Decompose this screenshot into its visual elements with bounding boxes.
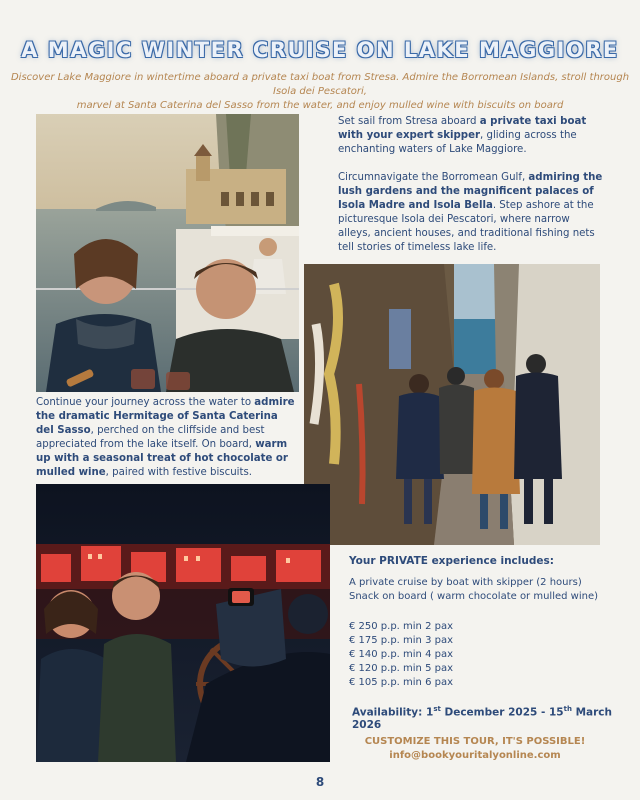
- price-item: € 120 p.p. min 5 pax: [349, 663, 454, 674]
- price-item: € 250 p.p. min 2 pax: [349, 621, 454, 632]
- availability-sup-1: st: [433, 705, 441, 713]
- subtitle-line-2: marvel at Santa Caterina del Sasso from the water, and enjoy mulled wine with biscuits on board: [76, 100, 564, 111]
- para2-text: Circumnavigate the Borromean Gulf,: [338, 172, 529, 183]
- customize-cta: [340, 736, 610, 761]
- para1-text: Set sail from Stresa aboard: [338, 116, 480, 127]
- availability-label: Availability: 1: [352, 706, 434, 719]
- photo-night-cruise: [36, 484, 330, 762]
- includes-list: [349, 576, 598, 604]
- email-link[interactable]: info@bookyouritalyonline.com: [389, 750, 561, 761]
- para3-text-mid: , perched on the cliffside and best appreciated from the lake itself. On board,: [36, 425, 265, 450]
- para2-bold: admiring the lush gardens and the magnificent palaces of Isola Madre and Isola Bella: [338, 172, 603, 211]
- para3-bold: admire the dramatic Hermitage of Santa Caterina del Sasso: [36, 397, 295, 436]
- page-number: 8: [315, 775, 325, 789]
- para2-text-end: . Step ashore at the picturesque Isola dei Pescatori, where narrow alleys, ancient houses, and traditional fishing nets tell stories of timeless lake life.: [338, 200, 595, 253]
- para1-bold: a private taxi boat with your expert skipper: [338, 116, 587, 141]
- photo-couple-on-boat: [36, 114, 299, 392]
- includes-heading: Your PRIVATE experience includes:: [349, 555, 554, 567]
- para3-bold-2: warm up with a seasonal treat of hot chocolate or mulled wine: [36, 439, 288, 478]
- availability: [352, 705, 640, 731]
- para3-text-end: , paired with festive biscuits.: [105, 467, 253, 478]
- subtitle-line-1: Discover Lake Maggiore in wintertime aboard a private taxi boat from Stresa. Admire the Borromean Islands, stroll through Isola dei Pescatori,: [10, 72, 630, 97]
- page-title: A MAGIC WINTER CRUISE ON LAKE MAGGIORE: [21, 38, 619, 62]
- include-item: Snack on board ( warm chocolate or mulled wine): [349, 591, 599, 602]
- para1-text-end: , gliding across the enchanting waters of Lake Maggiore.: [338, 130, 577, 155]
- price-item: € 105 p.p. min 6 pax: [349, 677, 454, 688]
- availability-mid: December 2025 - 15: [440, 706, 564, 719]
- availability-sup-2: th: [563, 705, 572, 713]
- price-item: € 140 p.p. min 4 pax: [349, 649, 454, 660]
- include-item: A private cruise by boat with skipper (2 hours): [349, 577, 582, 588]
- availability-end: March 2026: [352, 706, 613, 731]
- para3-text: Continue your journey across the water to: [36, 397, 255, 408]
- subtitle: [0, 71, 640, 113]
- hermitage-paragraph: [36, 396, 298, 480]
- borromean-paragraph: [338, 171, 603, 255]
- intro-paragraph: [338, 115, 598, 157]
- customize-text: CUSTOMIZE THIS TOUR, IT'S POSSIBLE!: [364, 736, 586, 747]
- price-list: [349, 620, 453, 690]
- price-item: € 175 p.p. min 3 pax: [349, 635, 454, 646]
- photo-pescatori-alley: [304, 264, 600, 545]
